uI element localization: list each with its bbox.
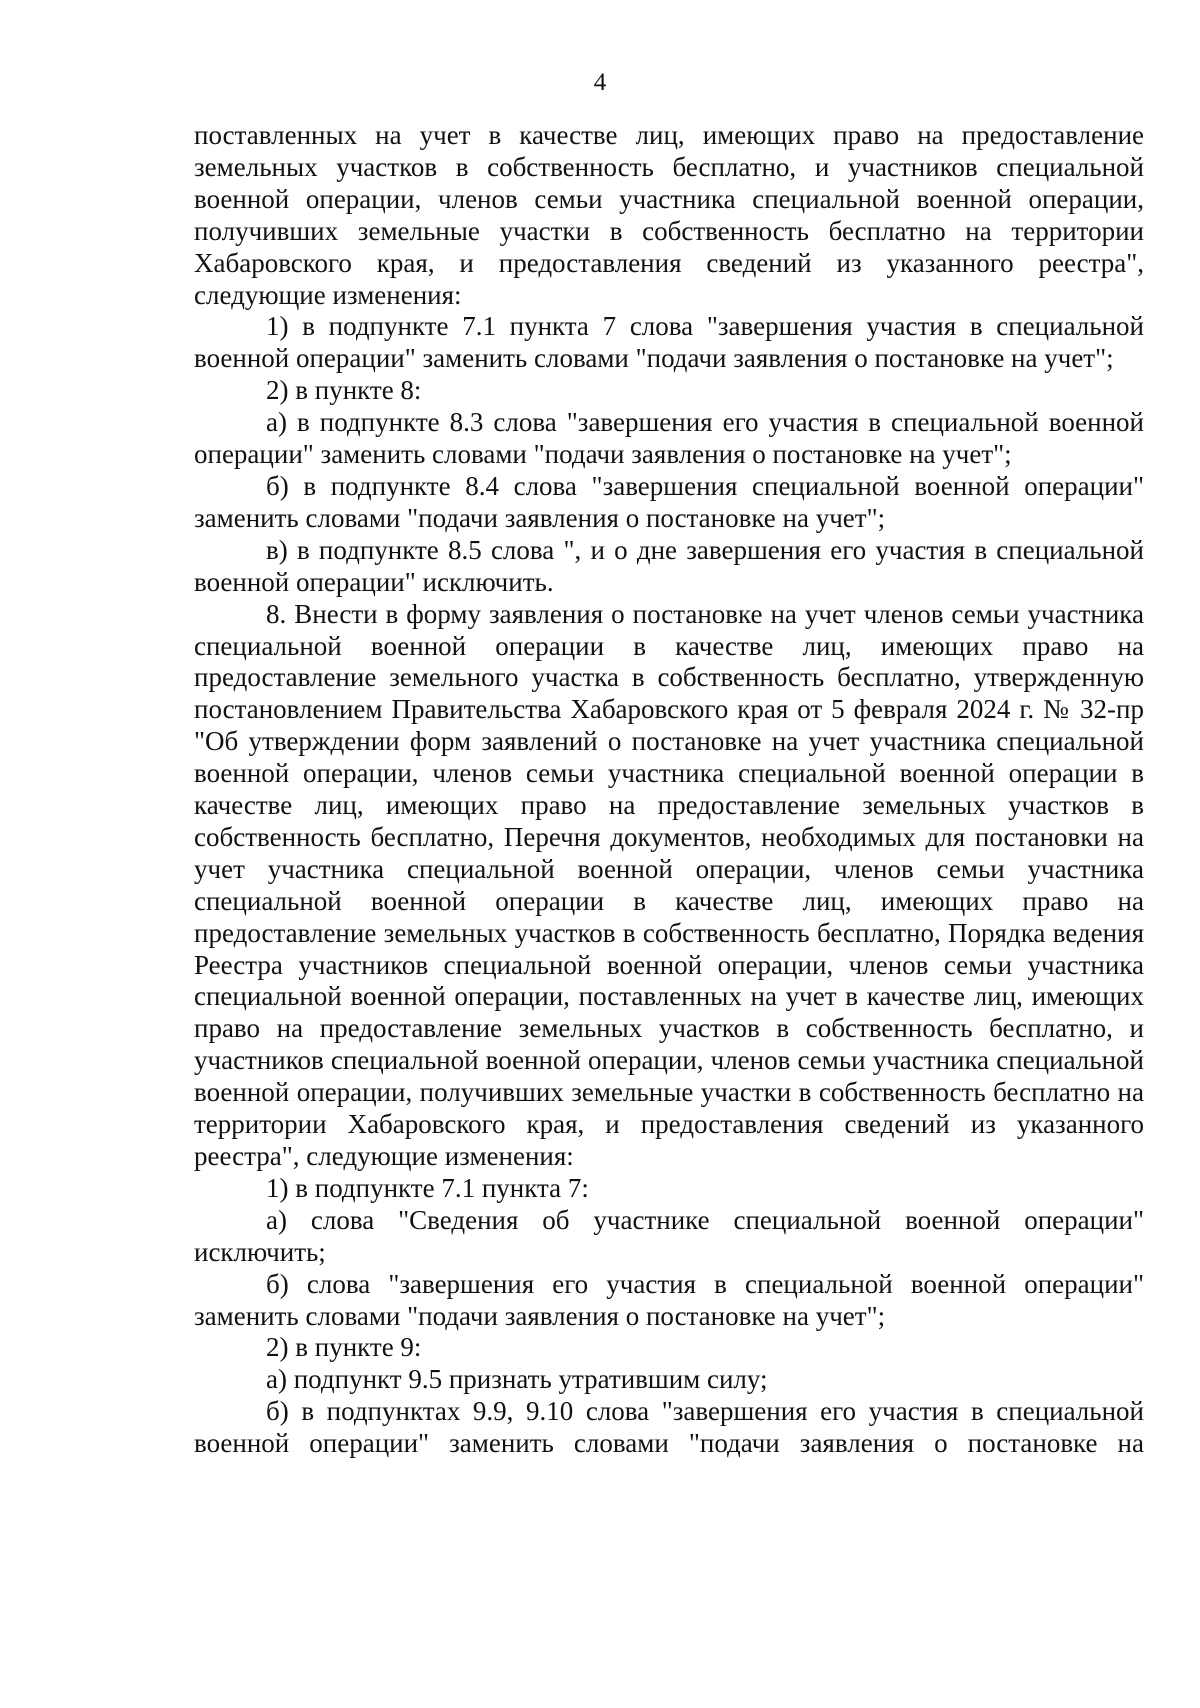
paragraph-subitem-b: б) в подпунктах 9.9, 9.10 слова "завершения его участия в специальной военной операции" заменить словами "подачи заявления о постановке на bbox=[194, 1396, 1144, 1459]
paragraph-subitem-a: а) в подпункте 8.3 слова "завершения его участия в специальной военной операции" заменить словами "подачи заявления о постановке на учет"; bbox=[194, 407, 1144, 470]
paragraph-item-1: 1) в подпункте 7.1 пункта 7 слова "завершения участия в специальной военной операции" заменить словами "подачи заявления о постановке на учет"; bbox=[194, 311, 1144, 374]
paragraph-subitem-a: а) слова "Сведения об участнике специальной военной операции" исключить; bbox=[194, 1204, 1144, 1267]
paragraph-subitem-b: б) слова "завершения его участия в специальной военной операции" заменить словами "подачи заявления о постановке на учет"; bbox=[194, 1268, 1144, 1331]
paragraph-subitem-a: а) подпункт 9.5 признать утратившим силу; bbox=[266, 1364, 768, 1395]
paragraph-subitem-v: в) в подпункте 8.5 слова ", и о дне завершения его участия в специальной военной операции" исключить. bbox=[194, 534, 1144, 597]
paragraph-section-8: 8. Внести в форму заявления о постановке на учет членов семьи участника специальной военной операции в качестве лиц, имеющих право на предоставление земельного участка в собственность бесплатно, утвержденную постановлением Правительства Хабаровского края от 5 февраля 2024 г. № 32-пр "Об утверждении форм заявлений о постановке на учет участника специальной военной операции, членов семьи участника специальной военной операции в качестве лиц, имеющих право на предоставление земельных участков в собственность бесплатно, Перечня документов, необходимых для постановки на учет участника специальной военной операции, членов семьи участника специальной военной операции в качестве лиц, имеющих право на предоставление земельных участков в собственность бесплатно, Порядка ведения Реестра участников специальной военной операции, членов семьи участника специальной военной операции, поставленных на учет в качестве лиц, имеющих право на предоставление земельных участков в собственность бесплатно, и участников специальной военной операции, членов семьи участника специальной военной операции, получивших земельные участки в собственность бесплатно на территории Хабаровского края, и предоставления сведений из указанного реестра", следующие изменения: bbox=[194, 598, 1144, 1171]
paragraph-item-2: 2) в пункте 8: bbox=[266, 375, 422, 406]
page-number: 4 bbox=[593, 69, 607, 96]
paragraph-item-1: 1) в подпункте 7.1 пункта 7: bbox=[266, 1172, 589, 1203]
paragraph-subitem-b: б) в подпункте 8.4 слова "завершения специальной военной операции" заменить словами "подачи заявления о постановке на учет"; bbox=[194, 470, 1144, 533]
paragraph-continuation: поставленных на учет в качестве лиц, имеющих право на предоставление земельных участков в собственность бесплатно, и участников специальной военной операции, членов семьи участника специальной военной операции, получивших земельные участки в собственность бесплатно на территории Хабаровского края, и предоставления сведений из указанного реестра", следующие изменения: bbox=[194, 120, 1144, 310]
paragraph-item-2: 2) в пункте 9: bbox=[266, 1332, 422, 1363]
document-body bbox=[194, 120, 1144, 1460]
